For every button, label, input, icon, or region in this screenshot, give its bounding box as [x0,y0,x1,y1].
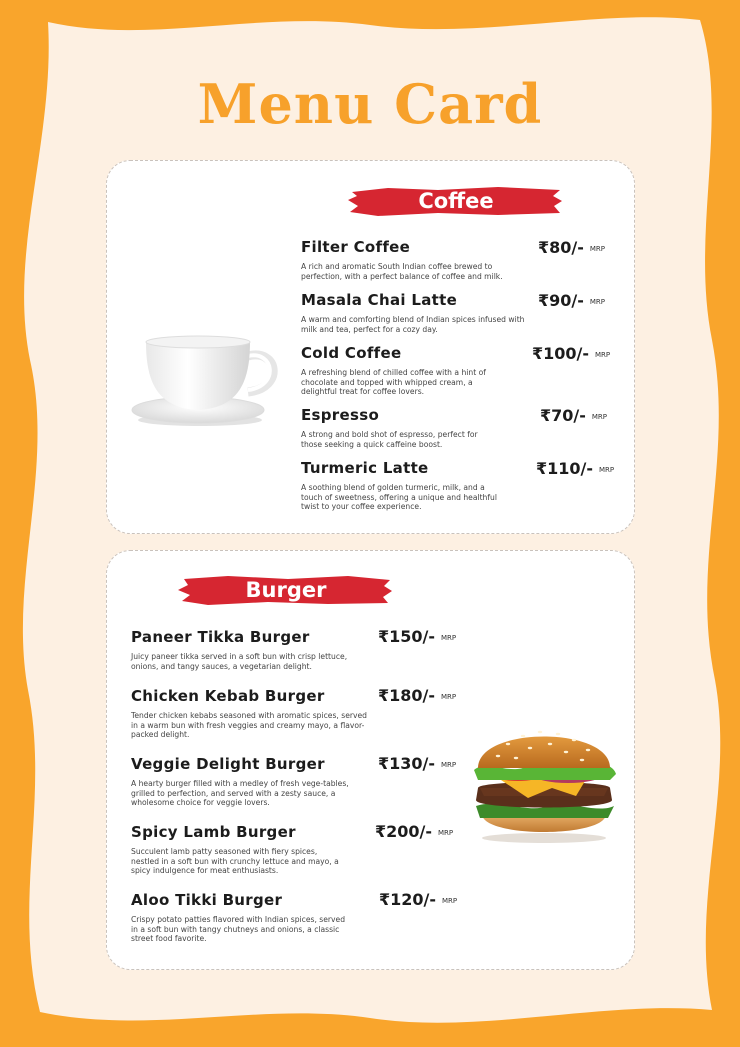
mrp-label: MRP [441,692,457,701]
page-title: Menu Card [197,72,543,136]
item-name: Masala Chai Latte [301,291,458,309]
mrp-label: MRP [441,633,457,642]
item-price [379,890,457,909]
menu-item [301,406,496,449]
item-price [375,822,453,841]
menu-item [301,291,531,334]
mrp-label: MRP [438,828,454,837]
mrp-label: MRP [591,412,608,421]
item-description: A refreshing blend of chilled coffee with a hint of chocolate and topped with whipped cream, a delightful treat for coffee lovers. [301,368,486,396]
item-price [536,459,614,478]
price-value: ₹120/- [379,890,437,909]
coffee-heading: Coffee [418,189,494,213]
price-value: ₹200/- [375,822,433,841]
item-price [538,238,605,257]
burger-icon [468,714,620,844]
burger-heading: Burger [245,578,327,602]
mrp-label: MRP [589,297,606,306]
coffee-heading-banner [348,184,564,218]
mrp-label: MRP [595,350,611,359]
menu-item [301,344,506,397]
price-value: ₹80/- [538,238,584,257]
price-value: ₹100/- [532,344,590,363]
menu-item [131,687,371,740]
item-name: Aloo Tikki Burger [131,891,283,909]
item-name: Paneer Tikka Burger [131,628,310,646]
price-value: ₹90/- [538,291,584,310]
item-name: Cold Coffee [301,344,402,362]
item-description: A strong and bold shot of espresso, perfect for those seeking a quick caffeine boost. [301,430,478,449]
menu-item [301,238,531,281]
burger-heading-banner [178,573,394,607]
price-value: ₹70/- [540,406,586,425]
item-price [378,686,456,705]
item-description: Crispy potato patties flavored with Indian spices, served in a soft bun with tangy chutneys and onions, a classic street food favorite. [131,915,346,943]
item-price [538,291,605,310]
item-name: Spicy Lamb Burger [131,823,296,841]
menu-item [131,755,353,808]
menu-item [301,459,506,512]
price-value: ₹150/- [378,627,436,646]
mrp-label: MRP [589,244,606,253]
item-name: Chicken Kebab Burger [131,687,325,705]
item-description: A warm and comforting blend of Indian spices infused with milk and tea, perfect for a cozy day. [301,315,525,334]
menu-item [131,823,346,876]
menu-item [131,628,371,671]
item-description: A hearty burger filled with a medley of fresh vege-tables, grilled to perfection, and served with a zesty sauce, a wholesome choice for veggie lovers. [131,779,349,807]
menu-item [131,891,346,944]
price-value: ₹110/- [536,459,594,478]
item-description: Succulent lamb patty seasoned with fiery spices, nestled in a soft bun with crunchy lettuce and mayo, a spicy indulgence for meat enthusiasts. [131,847,339,875]
mrp-label: MRP [599,465,615,474]
coffee-cup-icon [130,330,280,430]
item-name: Espresso [301,406,380,424]
item-name: Veggie Delight Burger [131,755,325,773]
item-description: Tender chicken kebabs seasoned with aromatic spices, served in a warm bun with fresh veggies and creamy mayo, a flavor-packed delight. [131,711,367,739]
item-description: A rich and aromatic South Indian coffee brewed to perfection, with a perfect balance of coffee and milk. [301,262,503,281]
price-value: ₹180/- [378,686,436,705]
item-name: Turmeric Latte [301,459,429,477]
item-price [540,406,607,425]
price-value: ₹130/- [378,754,436,773]
mrp-label: MRP [441,760,457,769]
item-price [378,627,456,646]
item-price [378,754,456,773]
item-description: Juicy paneer tikka served in a soft bun with crisp lettuce, onions, and tangy sauces, a vegetarian delight. [131,652,348,671]
item-name: Filter Coffee [301,238,411,256]
mrp-label: MRP [442,896,458,905]
item-price [532,344,610,363]
item-description: A soothing blend of golden turmeric, milk, and a touch of sweetness, offering a unique and healthful twist to your coffee experience. [301,483,497,511]
